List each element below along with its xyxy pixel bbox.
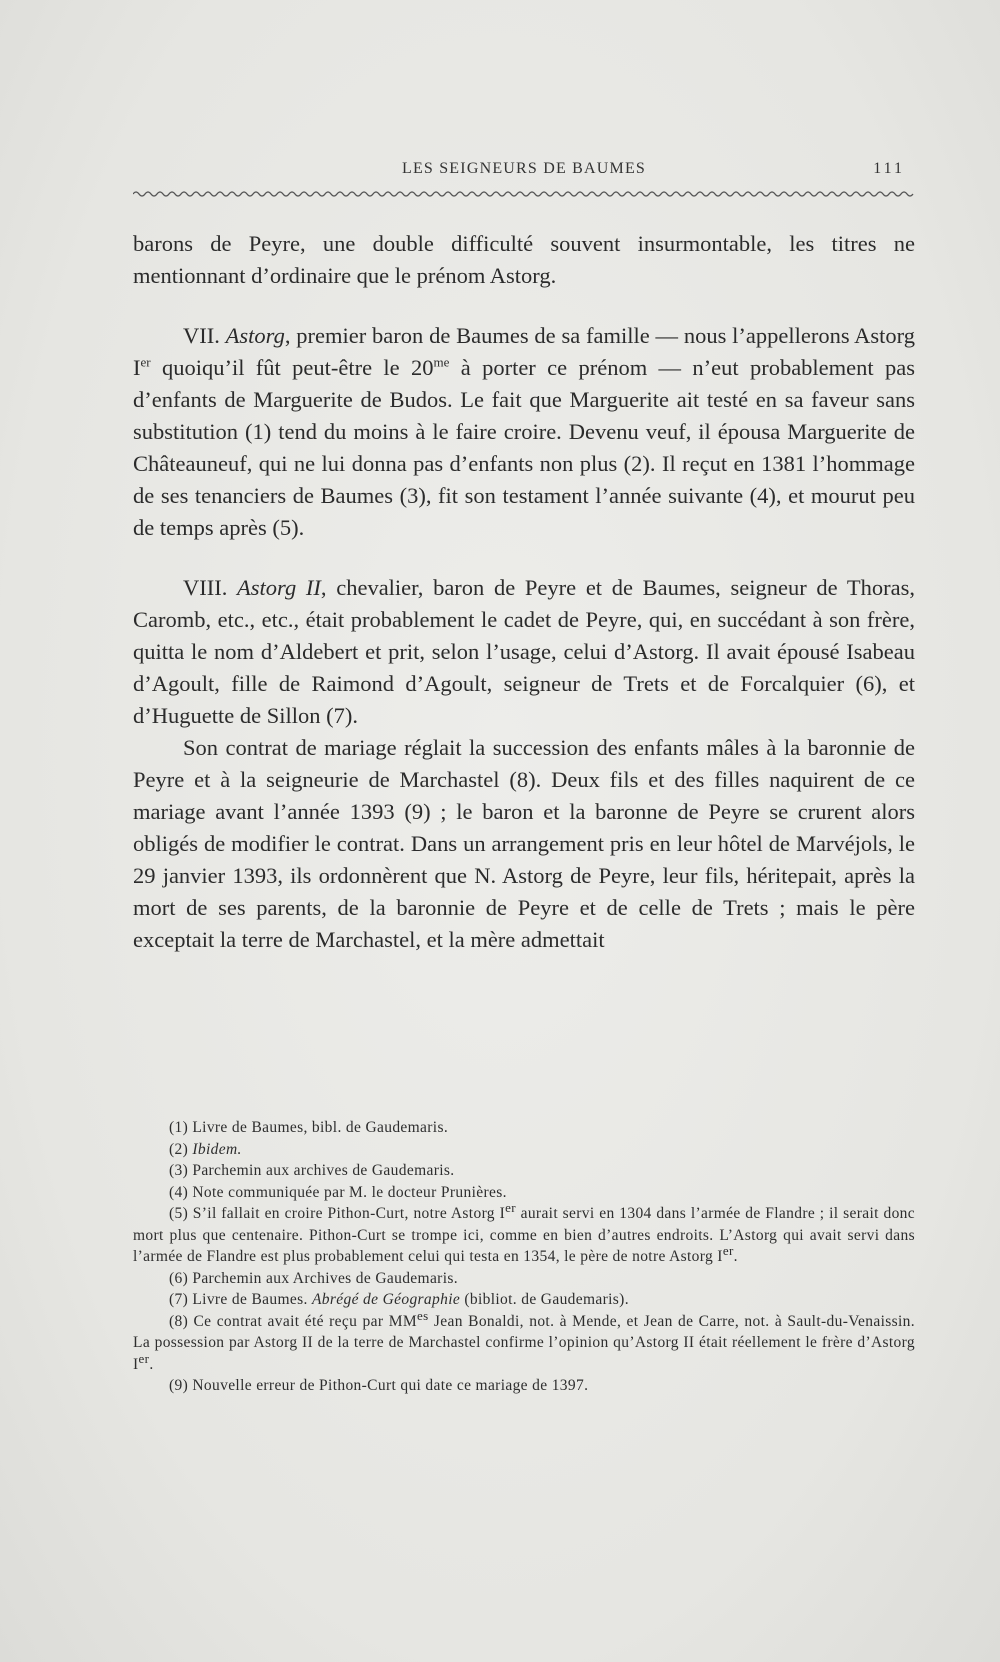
footnote: (9) Nouvelle erreur de Pithon-Curt qui date ce mariage de 1397. bbox=[169, 1377, 589, 1394]
paragraph-viii bbox=[133, 572, 915, 732]
person-name: Astorg II bbox=[237, 575, 321, 600]
footnote: (6) Parchemin aux Archives de Gaudemaris. bbox=[169, 1269, 458, 1287]
superscript: es bbox=[417, 1307, 429, 1323]
paragraph-text: , premier baron de Baumes de sa famille — nous l’appellerons Astorg I bbox=[133, 323, 915, 380]
superscript: er bbox=[722, 1242, 734, 1258]
superscript: er bbox=[505, 1199, 516, 1215]
footnote-text: (7) Livre de Baumes. bbox=[169, 1291, 312, 1308]
footnote-italic: Ibidem. bbox=[192, 1140, 242, 1158]
footnote bbox=[133, 1139, 915, 1161]
page-number: 111 bbox=[873, 160, 905, 177]
footnote bbox=[133, 1307, 915, 1376]
footnote-number: (2) bbox=[169, 1140, 193, 1158]
footnote bbox=[133, 1199, 915, 1268]
footnote-text: (bibliot. de Gaudemaris). bbox=[460, 1291, 629, 1308]
section-number: VII. bbox=[183, 323, 226, 348]
footnote: (1) Livre de Baumes, bibl. de Gaudemaris. bbox=[169, 1119, 449, 1136]
footnote-text: Jean Bonaldi, not. à Mende, et Jean de Carre, not. à Sault-du-Venaissin. La possession par Astorg II de la terre de Marchastel confirme l’opinion qu’Astorg II était réellement le frère d’Astorg I bbox=[133, 1312, 915, 1373]
section-number: VIII. bbox=[183, 575, 238, 600]
footnote: (3) Parchemin aux archives de Gaudemaris. bbox=[169, 1162, 455, 1179]
footnote-text: (8) Ce contrat avait été reçu par MM bbox=[169, 1312, 417, 1330]
paragraph-text: quoiqu’il fût peut-être le 20 bbox=[150, 355, 434, 380]
paragraph-text: , chevalier, baron de Peyre et de Baumes, seigneur de Thoras, Caromb, etc., etc., était probablement le cadet de Peyre, qui, en succédant à son frère, quitta le nom d’Aldebert et prit, selon l’usage, celui d’Astorg. Il avait épousé Isabeau d’Agoult, fille de Raimond d’Agoult, seigneur de Trets et de Forcalquier (6), et d’Huguette de Sillon (7). bbox=[133, 575, 915, 728]
running-title: LES SEIGNEURS DE BAUMES bbox=[401, 160, 647, 177]
footnote-text: (5) S’il fallait en croire Pithon-Curt, notre Astorg I bbox=[169, 1205, 506, 1222]
footnote-italic: Abrégé de Géographie bbox=[311, 1291, 461, 1308]
footnote-text: aurait servi en 1304 dans l’armée de Flandre ; il serait donc mort plus que centenaire. Pithon-Curt se trompe ici, comme en bien d’autres endroits. L’Astorg qui avait servi dans l’armée de Flandre est plus probablement celui qui testa en 1354, le père de notre Astorg I bbox=[133, 1205, 915, 1265]
paragraph-text: Son contrat de mariage réglait la succession des enfants mâles à la baronnie de Peyre et à la seigneurie de Marchastel (8). Deux fils et des filles naquirent de ce mariage avant l’année 1393 (9) ; le baron et la baronne de Peyre se crurent alors obligés de modifier le contrat. Dans un arrangement pris en leur hôtel de Marvéjols, le 29 janvier 1393, ils ordonnèrent que N. Astorg de Peyre, leur fils, héritерait, après la mort de ses parents, de la baronnie de Peyre et de celle de Trets ; mais le père exceptait la terre de Marchastel, et la mère admettait bbox=[133, 735, 915, 952]
superscript: me bbox=[433, 354, 450, 370]
page-header bbox=[133, 160, 915, 182]
footnote-text: . bbox=[149, 1355, 154, 1373]
paragraph-continuation bbox=[133, 228, 915, 292]
paragraph-text: à porter ce prénom — n’eut probablement pas d’enfants de Marguerite de Budos. Le fait que Marguerite ait testé en sa faveur sans substitution (1) tend du moins à le faire croire. Devenu veuf, il épousa Marguerite de Châteauneuf, qui ne lui donna pas d’enfants non plus (2). Il reçut en 1381 l’hommage de ses tenanciers de Baumes (3), fit son testament l’année suivante (4), et mourut peu de temps après (5). bbox=[133, 355, 915, 540]
header-wavy-rule bbox=[133, 190, 915, 198]
superscript: er bbox=[140, 354, 151, 370]
paragraph-contract bbox=[133, 732, 915, 956]
paragraph-vii bbox=[133, 320, 915, 544]
footnote-text: . bbox=[733, 1248, 738, 1265]
superscript: er bbox=[138, 1350, 150, 1366]
footnote: (4) Note communiquée par M. le docteur Prunières. bbox=[169, 1183, 507, 1201]
footnotes bbox=[133, 1117, 915, 1397]
main-text bbox=[133, 228, 915, 956]
person-name: Astorg bbox=[225, 323, 285, 348]
footnote bbox=[133, 1289, 915, 1311]
paragraph-text: barons de Peyre, une double difficulté souvent insurmontable, les titres ne mentionnant d’ordinaire que le prénom Astorg. bbox=[133, 231, 915, 288]
